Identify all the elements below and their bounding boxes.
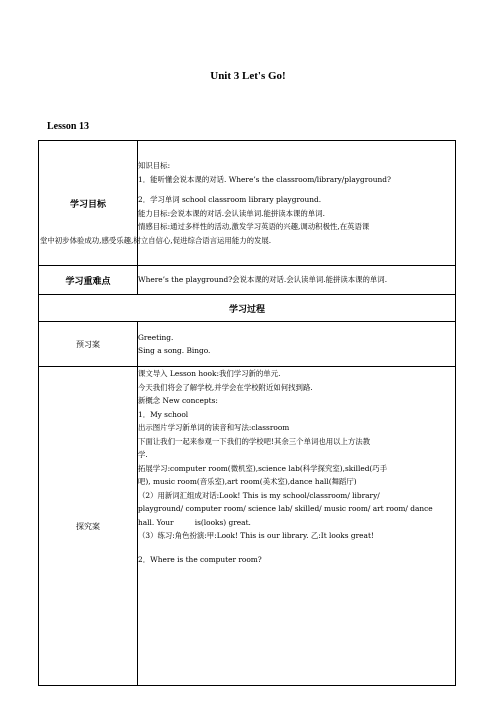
explore-line-10: 2．Where is the computer room? xyxy=(138,554,262,564)
knowledge-heading: 知识目标: xyxy=(138,161,171,170)
explore-line-2: 今天我们将会了解学校,并学会在学校附近如何找到路. xyxy=(138,382,313,392)
explore-line-8b: playground/ computer room/ science lab/ skilled/ music room/ art room/ dance xyxy=(138,504,433,513)
knowledge-goal-2: 2．学习单词 school classroom library playground. xyxy=(138,195,322,204)
explore-label: 探究案 xyxy=(39,367,138,686)
explore-line-1: 课文导入 Lesson hook:我们学习新的单元. xyxy=(138,369,281,378)
ability-goal: 能力目标:会说本课的对话.会认读单词.能拼读本课的单词. xyxy=(138,208,325,218)
explore-line-8c: hall. Your is(looks) great. xyxy=(138,517,251,527)
lesson-plan-table xyxy=(38,140,456,686)
explore-row xyxy=(39,367,456,686)
explore-line-4: 1．My school xyxy=(138,409,189,419)
key-points-row xyxy=(39,266,456,295)
emotion-goal-line1: 情感目标:通过多样性的活动,激发学习英语的兴趣,调动积极性,在英语课 xyxy=(138,222,370,231)
key-points-label: 学习重难点 xyxy=(39,266,138,295)
explore-line-7b: 吧), music room(音乐室),art room(美术室),dance hall(舞蹈厅) xyxy=(138,477,357,486)
explore-content xyxy=(138,367,456,686)
explore-line-9: （3）练习:角色扮演:甲:Look! This is our library. 乙:It looks great! xyxy=(138,531,374,540)
explore-line-5: 出示图片学习新单词的读音和写法:classroom xyxy=(138,423,290,432)
knowledge-goal-1: 1．能听懂会说本课的对话. Where’s the classroom/library/playground? xyxy=(138,174,391,184)
explore-line-3: 新概念 New concepts: xyxy=(138,396,218,405)
preview-line-2: Sing a song. Bingo. xyxy=(138,346,211,355)
preview-line-1: Greeting. xyxy=(138,332,174,342)
process-row xyxy=(39,295,456,322)
explore-line-8a: （2）用新词汇组成对话:Look! This is my school/classroom/ library/ xyxy=(138,490,380,500)
explore-line-7a: 拓展学习:computer room(微机室),science lab(科学探究室),skilled(巧手 xyxy=(138,463,388,473)
preview-content xyxy=(138,322,456,367)
explore-line-6b: 学. xyxy=(138,450,148,459)
process-heading: 学习过程 xyxy=(39,295,456,322)
explore-line-6a: 下面让我们一起来参观一下我们的学校吧!其余三个单词也用以上方法教 xyxy=(138,436,371,446)
lesson-heading: Lesson 13 xyxy=(47,121,89,132)
document-title: Unit 3 Let's Go! xyxy=(210,70,286,82)
key-points-text: Where’s the playground?会说本课的对话.会认读单词.能拼读本课的单词. xyxy=(138,266,456,295)
goals-label: 学习目标 xyxy=(39,141,138,266)
preview-row xyxy=(39,322,456,367)
goals-row xyxy=(39,141,456,266)
preview-label: 预习案 xyxy=(39,322,138,367)
emotion-goal-line2: 堂中初步体验成功,感受乐趣,树立自信心,促进综合语言运用能力的发展. xyxy=(40,235,272,245)
